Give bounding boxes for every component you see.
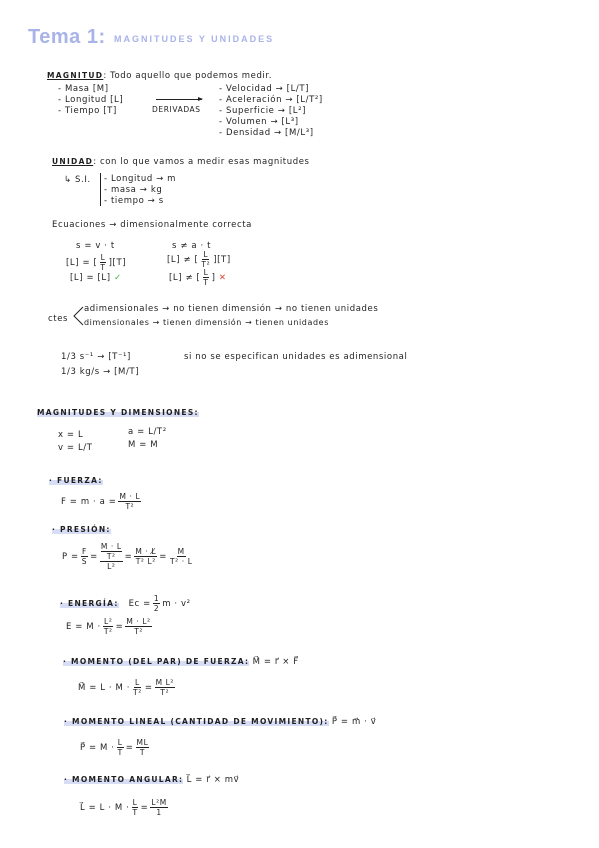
list-item: - Tiempo [T] <box>58 106 117 116</box>
fuerza-heading: · FUERZA: <box>49 476 103 485</box>
derivadas-arrow <box>156 99 202 100</box>
equation-incorrect: s ≠ a · t <box>172 241 212 251</box>
check-icon: ✓ <box>113 273 122 283</box>
momento-fuerza-equation: M⃗ = L · M · $\frac{L}{\text{T²}}$ = $\frac{\text{M L²}}{\text{T²}}$ <box>78 678 175 697</box>
unidad-definition <box>52 157 310 167</box>
momento-angular-heading: · MOMENTO ANGULAR: <box>64 775 184 784</box>
ctes-adimensionales: adimensionales → no tienen dimensión → no tienen unidades <box>84 304 379 314</box>
page-subtitle: MAGNITUDES Y UNIDADES <box>114 34 275 44</box>
energia-heading: · ENERGÍA: <box>60 599 119 608</box>
list-item: - masa → kg <box>104 185 163 195</box>
momento-fuerza-heading: · MOMENTO (DEL PAR) DE FUERZA: <box>63 657 250 666</box>
presion-heading: · PRESIÓN: <box>52 525 111 534</box>
constant-examples <box>61 350 139 380</box>
magnitud-definition <box>47 71 272 81</box>
si-label: ↳ S.I. <box>64 175 91 185</box>
momento-angular-equation: L⃗ = L · M · $\frac{L}{T}$ = $\frac{\text{L²M}}{1}$ <box>80 798 167 817</box>
list-item: - Velocidad → [L/T] <box>219 84 310 94</box>
dimension-list-left: x = L v = L/T <box>58 430 93 453</box>
list-item: - Superficie → [L²] <box>219 106 306 116</box>
momento-lineal-line: · MOMENTO LINEAL (CANTIDAD DE MOVIMIENTO): P⃗ = m⃗ · v⃗ <box>64 717 377 727</box>
basic-magnitudes-list <box>58 84 123 117</box>
unidad-def: : con lo que vamos a medir esas magnitudes <box>93 157 310 167</box>
si-units-list <box>104 174 176 207</box>
energia-line: · ENERGÍA: Ec = $\frac{1}{2}$ m · v² <box>60 594 191 613</box>
list-item: 1/3 s⁻¹ → [T⁻¹] <box>61 352 131 362</box>
dimension-list-right: a = L/T² M = M <box>128 427 167 450</box>
derived-magnitudes-list <box>219 84 323 139</box>
magnitud-def: : Todo aquello que podemos medir. <box>103 71 273 81</box>
fuerza-equation: F = m · a = $\frac{M \cdot L}{\text{T²}}$ <box>61 492 141 511</box>
list-item: - Longitud → m <box>104 174 177 184</box>
dimensiones-heading: MAGNITUDES Y DIMENSIONES: <box>37 408 199 417</box>
list-item: 1/3 kg/s → [M/T] <box>61 367 140 377</box>
magnitud-term: MAGNITUD <box>47 71 104 80</box>
list-item: - Longitud [L] <box>58 95 124 105</box>
momento-fuerza-line: · MOMENTO (DEL PAR) DE FUERZA: M⃗ = r⃗ × F⃗ <box>63 657 299 667</box>
presion-equation: P = $\frac{F}{S}$ = M · L T² L² = $\frac{M \cdot L̸}{\text{T² L²}}$ = $\frac{M}{\text{T² · L}}$ <box>62 542 193 571</box>
cross-icon: ✕ <box>218 273 227 283</box>
list-item: - Aceleración → [L/T²] <box>219 95 323 105</box>
unidad-term: UNIDAD <box>52 157 94 166</box>
dimension-result-correct: [L] = [L] ✓ <box>70 273 122 283</box>
page-title: Tema 1: <box>28 26 106 48</box>
equation-correct: s = v · t <box>76 241 115 251</box>
adimensional-note: si no se especifican unidades es adimensional <box>184 352 408 362</box>
momento-lineal-equation: P⃗ = M · $\frac{L}{T}$ = $\frac{ML}{T}$ <box>80 738 149 757</box>
momento-lineal-heading: · MOMENTO LINEAL (CANTIDAD DE MOVIMIENTO): <box>64 717 329 726</box>
energia-equation: E = M · $\frac{\text{L²}}{\text{T²}}$ = $\frac{\text{M · L²}}{\text{T²}}$ <box>66 617 151 636</box>
ctes-dimensionales: dimensionales → tienen dimensión → tienen unidades <box>84 318 329 327</box>
si-bracket <box>100 173 101 206</box>
ecuaciones-heading: Ecuaciones → dimensionalmente correcta <box>52 220 252 230</box>
dimension-check-incorrect: [L] ≠ [ $\frac{L}{\text{T²}}$ ][T] <box>167 250 231 269</box>
list-item: - Volumen → [L³] <box>219 117 299 127</box>
dimension-check-correct: [L] = [ $\frac{L}{T}$ ][T] <box>66 253 127 272</box>
derivadas-label: DERIVADAS <box>152 105 201 114</box>
momento-angular-line: · MOMENTO ANGULAR: L⃗ = r⃗ × mv⃗ <box>64 775 240 785</box>
list-item: - Masa [M] <box>58 84 109 94</box>
ctes-label: ctes <box>48 314 69 324</box>
list-item: - tiempo → s <box>104 196 164 206</box>
list-item: - Densidad → [M/L³] <box>219 128 314 138</box>
ctes-brace <box>71 305 85 327</box>
dimension-result-incorrect: [L] ≠ [ $\frac{L}{T}$ ] ✕ <box>169 268 227 287</box>
